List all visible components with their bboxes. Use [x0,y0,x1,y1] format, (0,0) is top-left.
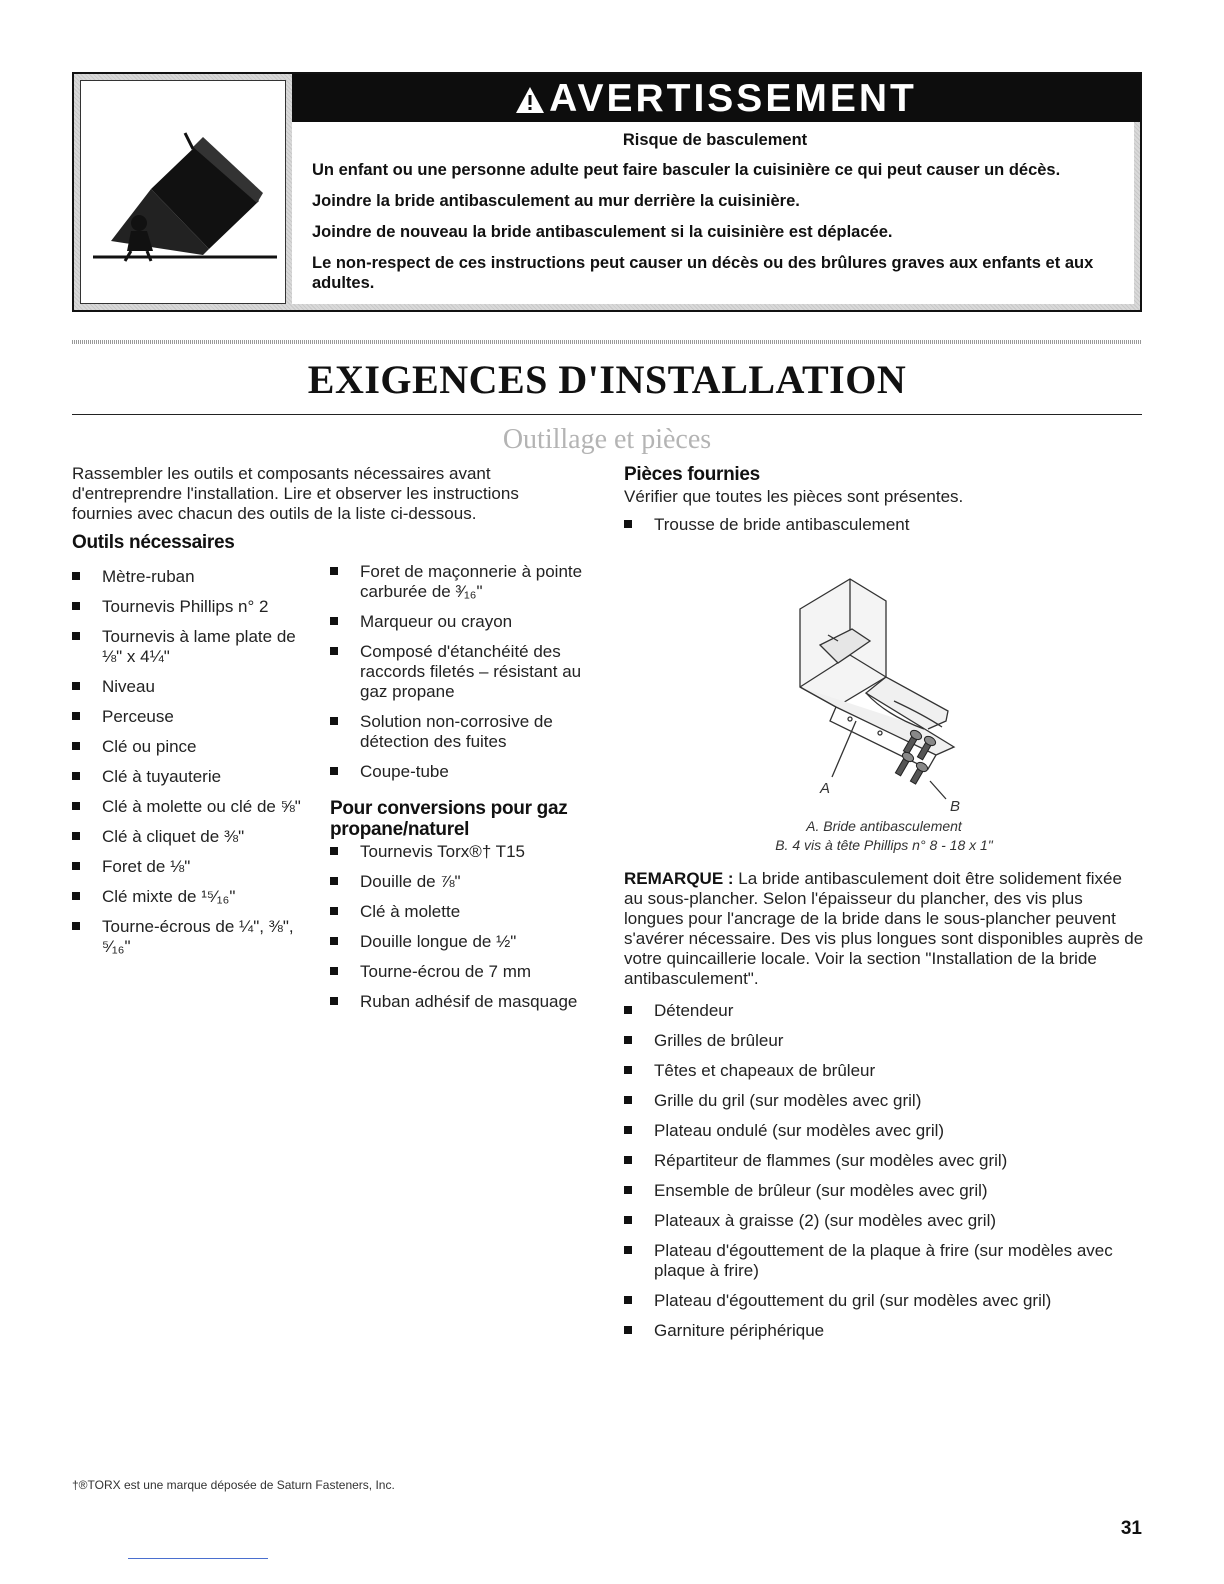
note-text: REMARQUE : La bride antibasculement doit être solidement fixée au sous-plancher. Selon l'épaisseur du plancher, des vis plus longues pour l'ancrage de la bride dans le sous-plancher peuvent s'avérer nécessaire. Des vis plus longues sont disponibles auprès de votre quincaillerie locale. Voir la section "Installation de la bride antibasculement". [624,869,1144,988]
list-item: Répartiteur de flammes (sur modèles avec gril) [624,1151,1144,1171]
bullet-icon [330,647,338,655]
list-item: Têtes et chapeaux de brûleur [624,1061,1144,1081]
bullet-icon [72,922,80,930]
bullet-icon [624,1156,632,1164]
bullet-icon [72,712,80,720]
list-item: Douille longue de ½" [330,932,610,952]
parts-kit-list [624,515,1144,535]
list-item: Ensemble de brûleur (sur modèles avec gril) [624,1181,1144,1201]
tools-heading: Outils nécessaires [72,532,235,553]
warning-triangle-icon [515,86,545,114]
list-item: Solution non-corrosive de détection des fuites [330,712,590,752]
section-title: Outillage et pièces [502,424,712,455]
bullet-icon [72,742,80,750]
intro-text: Rassembler les outils et composants nécessaires avant d'entreprendre l'installation. Lire et observer les instructions fournies avec chacun des outils de la liste ci-dessous. [72,464,519,523]
warning-line: Joindre de nouveau la bride antibasculement si la cuisinière est déplacée. [312,223,893,241]
list-item: Clé à molette ou clé de ⅝" [72,797,312,817]
bullet-icon [72,772,80,780]
tools-list-2 [330,562,590,782]
right-column [624,464,1144,1351]
bottom-rule [128,1558,268,1559]
bullet-icon [624,1036,632,1044]
bullet-icon [330,997,338,1005]
list-item: Détendeur [624,1001,1144,1021]
list-item: Clé à molette [330,902,610,922]
label-b: B [950,798,961,815]
conversion-heading: Pour conversions pour gaz propane/naturel [330,798,568,840]
bullet-icon [624,1066,632,1074]
warning-body [292,122,1134,304]
bullet-icon [72,572,80,580]
bullet-icon [330,907,338,915]
bullet-icon [624,1326,632,1334]
warning-title: AVERTISSEMENT [549,77,917,120]
bullet-icon [72,832,80,840]
warning-box [72,72,1142,312]
list-item: Tournevis à lame plate de ⅛" x 4¼" [72,627,312,667]
list-item: Grilles de brûleur [624,1031,1144,1051]
label-a: A [820,780,831,797]
list-item: Foret de ⅛" [72,857,312,877]
warning-line: Joindre la bride antibasculement au mur derrière la cuisinière. [312,192,800,210]
warning-line: Le non-respect de ces instructions peut causer un décès ou des brûlures graves aux enfants et aux adultes. [312,254,1094,292]
bullet-icon [72,682,80,690]
warning-line: Un enfant ou une personne adulte peut faire basculer la cuisinière ce qui peut causer un décès. [312,161,1061,179]
warning-content [292,74,1140,310]
tools-list [72,567,312,957]
bullet-icon [624,520,632,528]
list-item: Garniture périphérique [624,1321,1144,1341]
bullet-icon [624,1216,632,1224]
bullet-icon [72,862,80,870]
bracket-figure [624,545,1144,815]
list-item: Tournevis Torx®† T15 [330,842,610,862]
page-title: EXIGENCES D'INSTALLATION [307,357,907,402]
bullet-icon [330,847,338,855]
list-item: Clé mixte de ¹⁵⁄₁₆" [72,887,312,907]
bullet-icon [330,567,338,575]
list-item: Trousse de bride antibasculement [624,515,1144,535]
list-item: Clé ou pince [72,737,312,757]
list-item: Tournevis Phillips n° 2 [72,597,312,617]
list-item: Tourne-écrous de ¼", ⅜", ⁵⁄₁₆" [72,917,312,957]
bullet-icon [330,617,338,625]
parts-heading: Pièces fournies [624,464,760,485]
figure-caption-a: A. Bride antibasculement [806,818,962,834]
figure-caption-b: B. 4 vis à tête Phillips n° 8 - 18 x 1" [775,837,993,853]
bullet-icon [624,1096,632,1104]
bullet-icon [330,717,338,725]
list-item: Douille de ⅞" [330,872,610,892]
list-item: Niveau [72,677,312,697]
bullet-icon [624,1006,632,1014]
bullet-icon [624,1246,632,1254]
bullet-icon [624,1186,632,1194]
bullet-icon [624,1126,632,1134]
page-number: 31 [1120,1518,1142,1539]
parts-intro: Vérifier que toutes les pièces sont présentes. [624,487,964,506]
bullet-icon [330,877,338,885]
list-item: Perceuse [72,707,312,727]
list-item: Mètre-ruban [72,567,312,587]
parts-list [624,1001,1144,1341]
list-item: Coupe-tube [330,762,590,782]
list-item: Plateau d'égouttement de la plaque à frire (sur modèles avec plaque à frire) [624,1241,1144,1281]
list-item: Marqueur ou crayon [330,612,590,632]
list-item: Plateaux à graisse (2) (sur modèles avec gril) [624,1211,1144,1231]
footnote: †®TORX est une marque déposée de Saturn Fasteners, Inc. [72,1478,395,1492]
note-label: REMARQUE : [624,869,734,888]
bullet-icon [330,967,338,975]
bullet-icon [72,802,80,810]
tip-over-illustration [80,80,286,304]
title-rule [72,414,1142,415]
bullet-icon [72,892,80,900]
list-item: Composé d'étanchéité des raccords filetés – résistant au gaz propane [330,642,590,702]
divider [72,340,1142,344]
warning-title-bar [292,74,1140,122]
tip-over-icon [81,81,285,303]
bullet-icon [72,602,80,610]
list-item: Clé à tuyauterie [72,767,312,787]
bullet-icon [330,767,338,775]
list-item: Plateau ondulé (sur modèles avec gril) [624,1121,1144,1141]
list-item: Grille du gril (sur modèles avec gril) [624,1091,1144,1111]
conversion-list [330,842,610,1012]
warning-subtitle: Risque de basculement [622,131,808,149]
middle-column [330,562,610,1022]
list-item: Ruban adhésif de masquage [330,992,610,1012]
list-item: Foret de maçonnerie à pointe carburée de ³⁄₁₆" [330,562,590,602]
bullet-icon [624,1296,632,1304]
bullet-icon [330,937,338,945]
bullet-icon [72,632,80,640]
list-item: Clé à cliquet de ⅜" [72,827,312,847]
list-item: Plateau d'égouttement du gril (sur modèles avec gril) [624,1291,1144,1311]
list-item: Tourne-écrou de 7 mm [330,962,610,982]
anti-tip-bracket-illustration [624,545,1144,815]
